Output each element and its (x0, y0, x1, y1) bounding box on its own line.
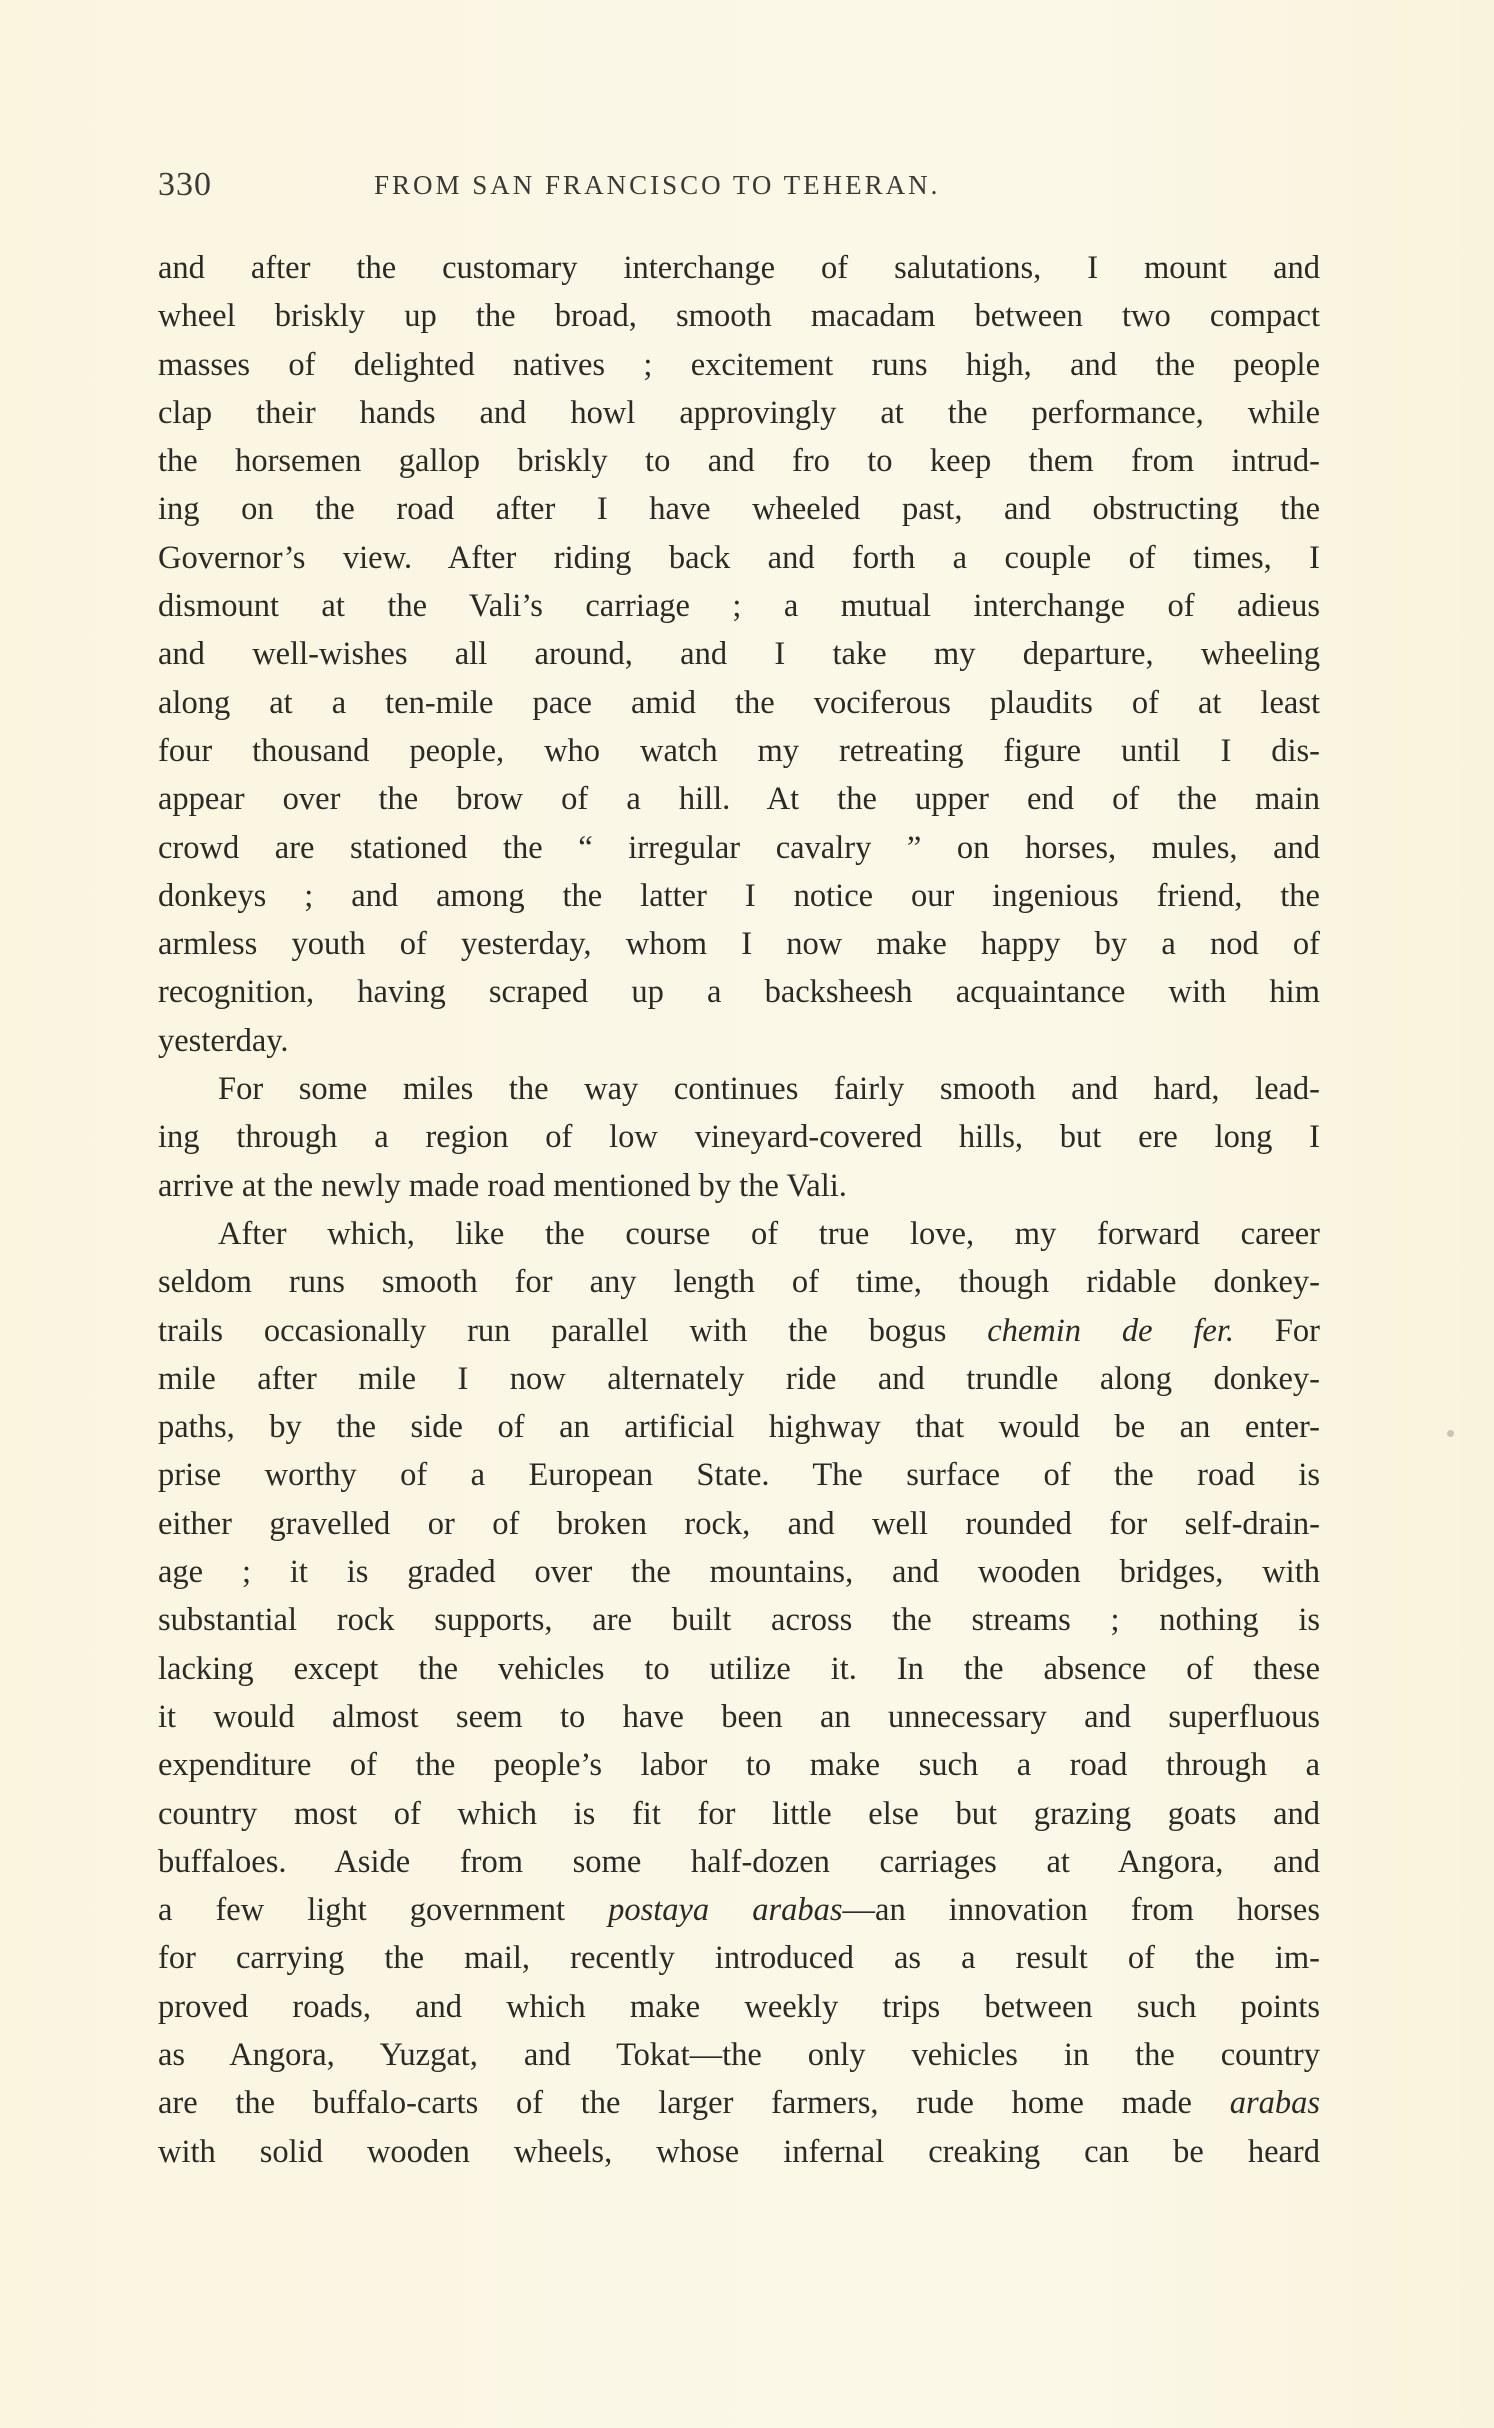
text-line: dismount at the Vali’s carriage ; a mutual interchange of adieus (158, 588, 1320, 625)
text-line: ing through a region of low vineyard-covered hills, but ere long I (158, 1119, 1320, 1156)
text-line-paragraph-start: For some miles the way continues fairly smooth and hard, lead- (218, 1071, 1320, 1108)
text-line: prise worthy of a European State. The surface of the road is (158, 1457, 1320, 1494)
text-line: with solid wooden wheels, whose infernal creaking can be heard (158, 2133, 1320, 2170)
text-line: the horsemen gallop briskly to and fro to keep them from intrud- (158, 443, 1320, 480)
body-text (158, 244, 1320, 2176)
text-line: Governor’s view. After riding back and forth a couple of times, I (158, 539, 1320, 576)
text-line: four thousand people, who watch my retreating figure until I dis- (158, 732, 1320, 769)
text-line: for carrying the mail, recently introduced as a result of the im- (158, 1940, 1320, 1977)
text-segment: trails occasionally run parallel with the bogus (158, 1312, 988, 1349)
text-line: along at a ten-mile pace amid the vociferous plaudits of at least (158, 684, 1320, 721)
text-line: it would almost seem to have been an unnecessary and superfluous (158, 1698, 1320, 1735)
text-line: armless youth of yesterday, whom I now make happy by a nod of (158, 926, 1320, 963)
text-line: donkeys ; and among the latter I notice our ingenious friend, the (158, 877, 1320, 914)
text-line: expenditure of the people’s labor to make such a road through a (158, 1747, 1320, 1784)
text-line: buffaloes. Aside from some half-dozen carriages at Angora, and (158, 1843, 1320, 1880)
running-head: FROM SAN FRANCISCO TO TEHERAN. (374, 170, 941, 200)
text-line: as Angora, Yuzgat, and Tokat—the only vehicles in the country (158, 2036, 1320, 2073)
text-line: masses of delighted natives ; excitement runs high, and the people (158, 346, 1320, 383)
text-line: wheel briskly up the broad, smooth macadam between two compact (158, 298, 1320, 335)
text-line: substantial rock supports, are built across the streams ; nothing is (158, 1602, 1320, 1639)
page-number: 330 (158, 166, 212, 203)
text-line-paragraph-end: yesterday. (158, 1022, 289, 1059)
text-line: country most of which is fit for little else but grazing goats and (158, 1795, 1320, 1832)
text-line: age ; it is graded over the mountains, and wooden bridges, with (158, 1554, 1320, 1591)
text-line: appear over the brow of a hill. At the upper end of the main (158, 781, 1320, 818)
text-line (158, 1307, 1320, 1355)
text-line: paths, by the side of an artificial highway that would be an enter- (158, 1409, 1320, 1446)
paper-speck (1447, 1430, 1454, 1437)
text-line-paragraph-end: arrive at the newly made road mentioned by the Vali. (158, 1167, 847, 1204)
text-segment: —an innovation from horses (842, 1892, 1320, 1929)
text-segment: a few light government (158, 1892, 609, 1929)
page-header (158, 166, 1318, 210)
italic-phrase: postaya arabas (608, 1892, 843, 1929)
text-line: proved roads, and which make weekly trips between such points (158, 1988, 1320, 2025)
text-line-paragraph-start: After which, like the course of true love, my forward career (218, 1215, 1320, 1252)
text-line: either gravelled or of broken rock, and well rounded for self-drain- (158, 1505, 1320, 1542)
text-segment: are the buffalo-carts of the larger farmers, rude home made (158, 2085, 1230, 2122)
text-line: and after the customary interchange of salutations, I mount and (158, 250, 1320, 286)
text-line: crowd are stationed the “ irregular cavalry ” on horses, mules, and (158, 829, 1320, 866)
italic-phrase: arabas (1229, 2085, 1320, 2122)
text-line (158, 1886, 1320, 1934)
text-line: recognition, having scraped up a backsheesh acquaintance with him (158, 974, 1320, 1011)
italic-phrase: chemin de fer. (987, 1312, 1235, 1349)
text-line: clap their hands and howl approvingly at the performance, while (158, 394, 1320, 431)
text-line (158, 2079, 1320, 2127)
text-segment: For (1234, 1312, 1321, 1349)
text-line: lacking except the vehicles to utilize it. In the absence of these (158, 1650, 1320, 1687)
text-line: seldom runs smooth for any length of time, though ridable donkey- (158, 1264, 1320, 1301)
text-line: and well-wishes all around, and I take my departure, wheeling (158, 636, 1320, 673)
text-line: ing on the road after I have wheeled past, and obstructing the (158, 491, 1320, 528)
text-line: mile after mile I now alternately ride and trundle along donkey- (158, 1360, 1320, 1397)
